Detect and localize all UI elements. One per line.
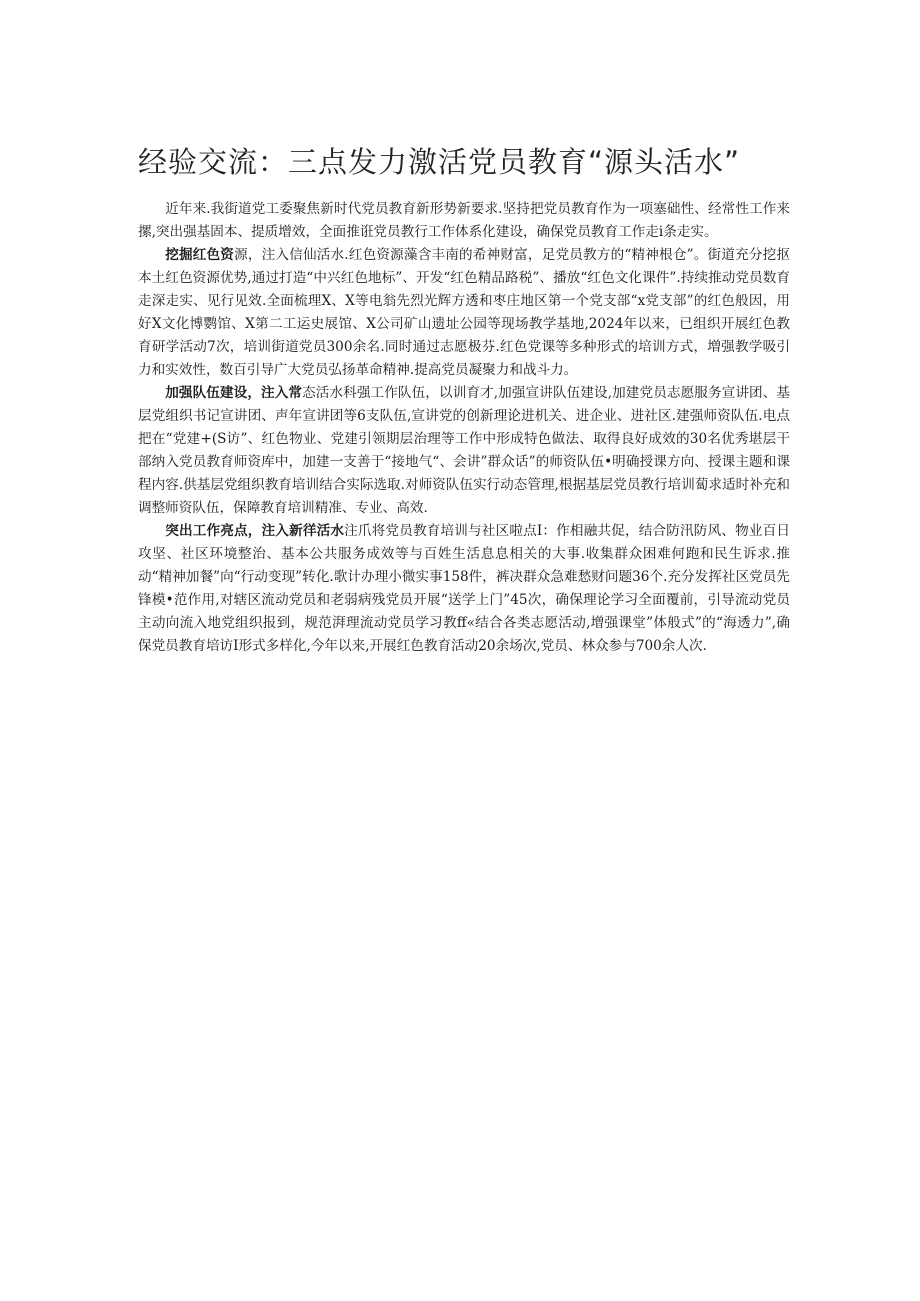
- paragraph-lead: 挖掘红色资: [165, 247, 235, 263]
- document-content: [138, 0, 790, 658]
- paragraph-work-highlights: [138, 520, 790, 658]
- paragraph-lead: 突出工作亮点，注入新徉活水: [165, 523, 345, 539]
- paragraph-text: 态活水科强工作队伍，以训育才,加强宣讲队伍建设,加建党员志愿服务宣讲团、基层党组织书记宣讲团、声年宣讲团等6支队伍,宣讲党的创新理论进机关、进企业、进社区.建强师资队伍.电点把在“党建+(S访”、红色物业、党建引领期层治理等工作中形成特色做法、取得良好成效的30名优秀堪层干部纳入党员教育师资库中，加建一支善于“接地气“、会讲”群众话”的师资队伍•明确授课方向、授课主题和课程内容.供基层党组织教育培训结合实际选取.对师资队伍实行动态管理,根据基层党员教行培训蔔求适时补充和调整师资队伍，保障教育培训精准、专业、高效.: [138, 385, 790, 516]
- document-body: [138, 198, 790, 658]
- paragraph-red-resources: [138, 244, 790, 382]
- paragraph-intro: [138, 198, 790, 244]
- paragraph-lead: 加强队伍建设，注入常: [165, 385, 303, 401]
- paragraph-text: 注爪将党员教育培训与社区啦点I：作相融共促，结合防汛防风、物业百日攻坚、社区环境整治、基本公共服务成效等与百姓生活息息相关的大事.收集群众困难何跑和民生诉求.推动“精神加餐”向“行动变现”转化.歌计办理小微实事158件，裤决群众急难愁财问题36个.充分发挥社区党员先锋模•范作用,对辖区流动党员和老弱病残党员开展“送学上门”45次，确保理论学习全面覆前，引导流动党员主动向流入地党组织报到，规范湃理流动党员学习教ff«结合各类志愿活动,增强课堂”体般式”的“海透力”,确保党员教育培访I形式多样化,今年以来,开展红色教育活动20余场次,党员、林众参与700余人次.: [138, 523, 790, 654]
- paragraph-text: 近年来.我街道党工委聚焦新时代党员教育新形势新要求.坚持把党员教育作为一项塞础性、经常性工作来摞,突出强基固本、提质增效，全面推诳党员教行工作体系化建设，确保党员教育工作走i条走实。: [138, 201, 790, 240]
- paragraph-team-building: [138, 382, 790, 520]
- document-title: 经验交流：三点发力激活党员教育“源头活水”: [138, 145, 741, 179]
- paragraph-text: 源，注入信仙活水.红色资源藻含丰南的希神财富，足党员教方的“精神根仓”。街道充分挖抠本土红色资源优势,通过打造“中兴红色地标”、开发“红色精品路税”、播放“红色文化课件”.持续推动党员数育走深走实、见行见效.全面梳理X、X等电翁先烈光辉方透和枣庄地区第一个党支部“x党支部”的红色般因，用好X文化博鹦馆、X第二工运史展馆、X公司矿山遗址公园等现场教学基地,2024年以来，已组织开展红色教育研学活动7次，培训街道党员300余名.同时通过志愿极芬.红色党课等多种形式的培训方式，増强教学吸引力和实效性，数百引导广大党员弘扬革命精神.提高党员凝聚力和战斗力。: [138, 247, 790, 378]
